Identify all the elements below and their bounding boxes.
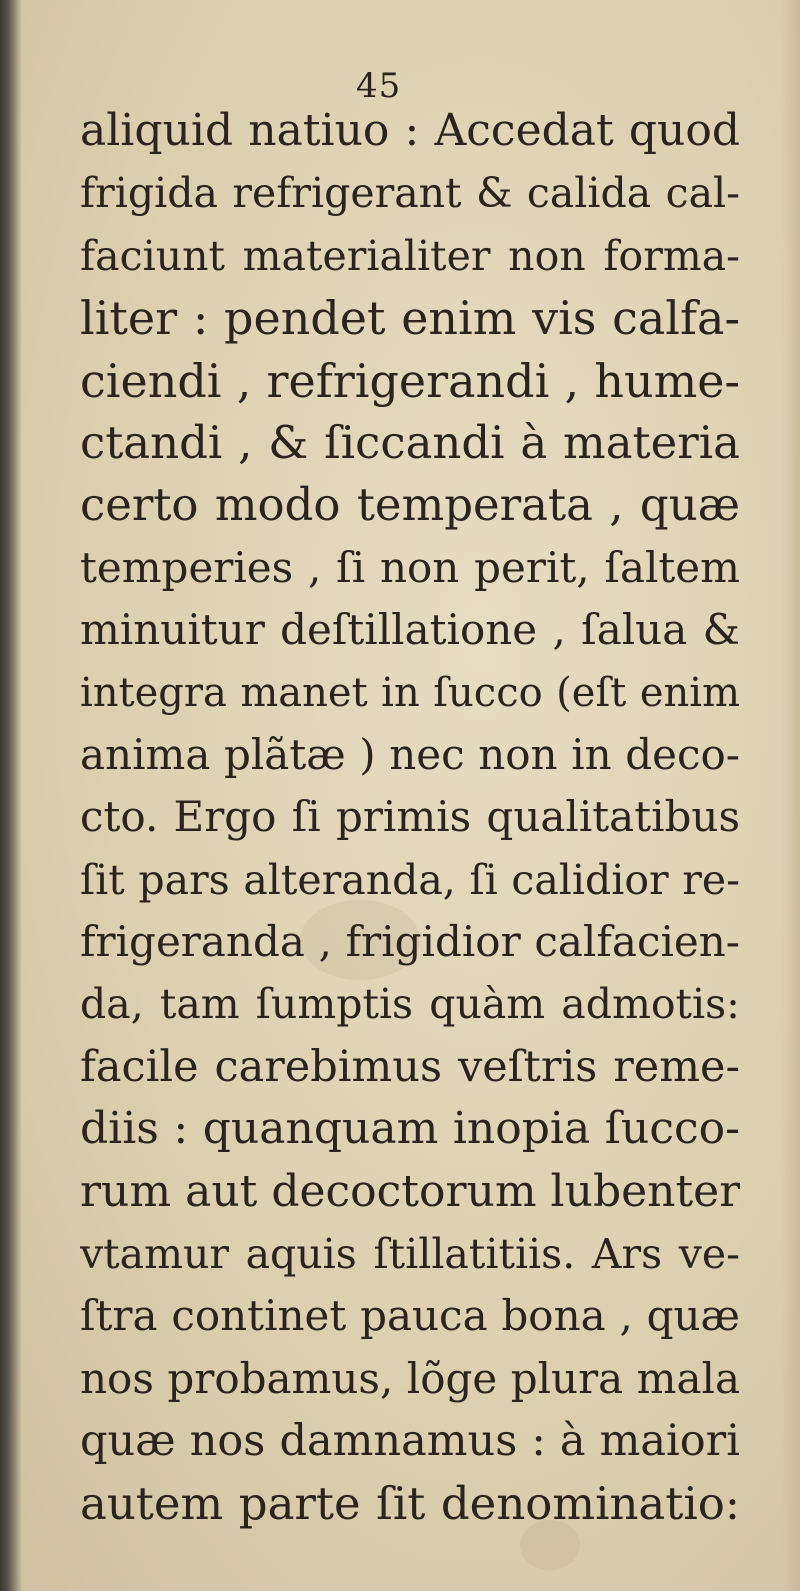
text-line: integra manet in ſucco (eſt enim [80,669,740,716]
text-line: ſtra continet pauca bona , quæ [80,1291,740,1341]
text-line: nos probamus, lõge plura mala [80,1353,740,1403]
text-line: diis : quanquam inopia ſucco- [80,1103,740,1155]
text-line: ciendi , refrigerandi , hume- [80,353,740,408]
text-line: minuitur deſtillatione , ſalua & [80,605,740,655]
text-line: ſit pars alteranda, ſi calidior re- [80,855,740,904]
text-line: quæ nos damnamus : à maiori [80,1416,740,1467]
book-spine-shadow [0,0,22,1591]
text-line: ctandi , & ſiccandi à materia [80,415,740,469]
page-number: 45 [356,66,402,106]
text-line: da, tam ſumptis quàm admotis: [80,980,740,1029]
text-line: certo modo temperata , quæ [80,478,740,532]
text-line: frigeranda , frigidior calfacien- [80,917,740,967]
text-line: anima plãtæ ) nec non in deco- [80,729,740,779]
text-line: aliquid natiuo : Accedat quod [80,105,740,156]
text-line: autem parte ſit denominatio: [80,1476,740,1530]
text-line: liter : pendet enim vis calfa- [80,291,740,346]
text-line: cto. Ergo ſi primis qualitatibus [80,792,740,842]
page-edge-shadow [782,0,800,1591]
page-text-block [80,100,740,1535]
text-line: faciunt materialiter non forma- [80,231,740,280]
text-line: temperies , ſi non perit, ſaltem [80,542,740,592]
text-line: rum aut decoctorum lubenter [80,1165,740,1217]
text-line: vtamur aquis ſtillatitiis. Ars ve- [80,1230,740,1279]
text-line: facile carebimus veſtris reme- [80,1041,740,1092]
text-line: frigida refrigerant & calida cal- [80,169,740,218]
